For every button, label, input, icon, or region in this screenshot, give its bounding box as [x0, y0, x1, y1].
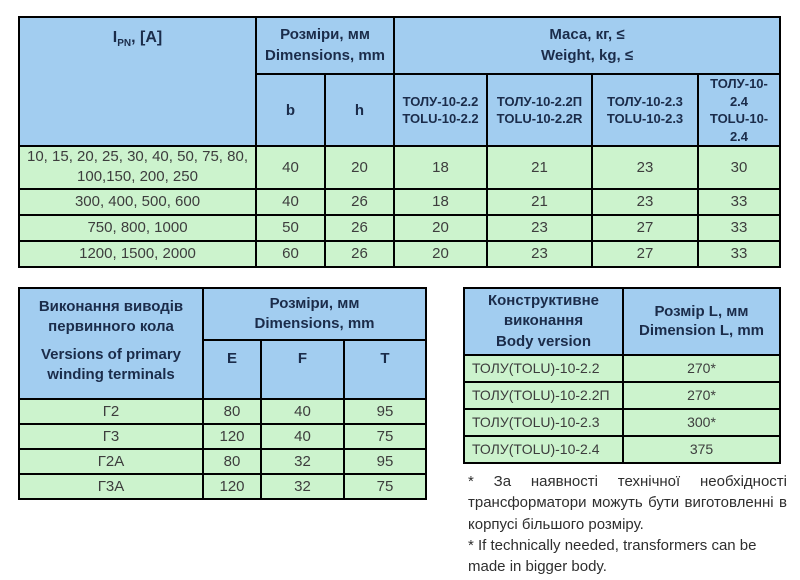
model-name-en: TOLU-10-2.3 — [606, 111, 684, 127]
ipn-unit: , [A] — [131, 29, 163, 46]
table-row — [19, 474, 426, 499]
terminal-version-label: Г2А — [19, 449, 203, 474]
terminal-versions-label-ua: Виконання виводів первинного кола — [38, 298, 184, 335]
mass-value: 33 — [698, 241, 780, 267]
f-value: 40 — [261, 424, 344, 449]
l-value: 300* — [623, 409, 780, 436]
e-value: 80 — [203, 399, 261, 424]
mass-value: 23 — [487, 241, 592, 267]
body-model: ТОЛУ(TOLU)-10-2.2П — [464, 382, 623, 409]
body-version-label-en: Body version — [495, 333, 592, 350]
mass-value: 21 — [487, 146, 592, 189]
f-value: 32 — [261, 474, 344, 499]
f-value: 40 — [261, 399, 344, 424]
dimensions-label-ua: Розміри, мм — [269, 294, 360, 312]
column-header-h: h — [325, 74, 394, 146]
mass-value: 18 — [394, 189, 487, 215]
body-version-header — [464, 288, 623, 355]
footnote-text-ua: * За наявності технічної необхідності трансформатори можуть бути виготовленні в корпусі більшого розміру. — [468, 473, 787, 533]
table-row — [19, 399, 426, 424]
table-row — [464, 436, 780, 463]
dimensions-group-header — [256, 17, 394, 74]
t-value: 75 — [344, 424, 426, 449]
terminal-version-label: Г3А — [19, 474, 203, 499]
e-value: 120 — [203, 424, 261, 449]
body-model: ТОЛУ(TOLU)-10-2.2 — [464, 355, 623, 382]
footnote-text-en: * If technically needed, transformers can be made in bigger body. — [468, 536, 757, 576]
ipn-values: 10, 15, 20, 25, 30, 40, 50, 75, 80, 100,150, 200, 250 — [19, 146, 256, 189]
terminal-versions-label-en: Versions of primary winding terminals — [40, 346, 182, 383]
h-value: 26 — [325, 241, 394, 267]
table-row — [19, 241, 780, 267]
body-model: ТОЛУ(TOLU)-10-2.4 — [464, 436, 623, 463]
b-value: 50 — [256, 215, 325, 241]
column-header-f: F — [261, 340, 344, 399]
t-value: 75 — [344, 474, 426, 499]
table-header-row — [19, 17, 780, 74]
model-header-2-3 — [592, 74, 698, 146]
body-versions-table — [463, 287, 781, 464]
ratings-weights-table — [18, 16, 781, 268]
table-row — [19, 215, 780, 241]
l-value: 270* — [623, 355, 780, 382]
terminal-versions-table — [18, 287, 427, 500]
ipn-values: 1200, 1500, 2000 — [19, 241, 256, 267]
mass-label-en: Weight, kg, ≤ — [540, 46, 634, 64]
l-value: 375 — [623, 436, 780, 463]
dimensions-label-ua: Розміри, мм — [280, 26, 370, 44]
h-value: 26 — [325, 215, 394, 241]
ipn-values: 300, 400, 500, 600 — [19, 189, 256, 215]
model-name-en: TOLU-10-2.2 — [402, 111, 479, 127]
dimension-l-header — [623, 288, 780, 355]
table-row — [19, 189, 780, 215]
mass-value: 23 — [592, 146, 698, 189]
t-value: 95 — [344, 399, 426, 424]
mass-value: 30 — [698, 146, 780, 189]
table-row — [464, 382, 780, 409]
body-model: ТОЛУ(TOLU)-10-2.3 — [464, 409, 623, 436]
model-header-2-2p — [487, 74, 592, 146]
model-name-en: TOLU-10-2.2R — [496, 111, 583, 127]
mass-label-ua: Маса, кг, ≤ — [549, 26, 625, 44]
table-row — [19, 424, 426, 449]
b-value: 60 — [256, 241, 325, 267]
mass-value: 18 — [394, 146, 487, 189]
b-value: 40 — [256, 146, 325, 189]
mass-value: 23 — [592, 189, 698, 215]
column-header-t: T — [344, 340, 426, 399]
mass-value: 33 — [698, 189, 780, 215]
ipn-values: 750, 800, 1000 — [19, 215, 256, 241]
model-header-2-2 — [394, 74, 487, 146]
dimension-l-label-en: Dimension L, mm — [638, 322, 765, 340]
table-header-row — [464, 288, 780, 355]
ipn-symbol: I — [112, 29, 118, 46]
mass-value: 20 — [394, 215, 487, 241]
model-name-ua: ТОЛУ-10-2.2П — [496, 93, 583, 109]
mass-value: 33 — [698, 215, 780, 241]
mass-value: 20 — [394, 241, 487, 267]
model-name-ua: ТОЛУ-10-2.4 — [710, 76, 768, 109]
b-value: 40 — [256, 189, 325, 215]
mass-value: 27 — [592, 215, 698, 241]
l-value: 270* — [623, 382, 780, 409]
h-value: 20 — [325, 146, 394, 189]
terminal-versions-header — [19, 288, 203, 399]
dimensions-label-en: Dimensions, mm — [264, 46, 386, 64]
table-row — [19, 146, 780, 189]
ipn-subscript: PN — [117, 38, 132, 50]
ipn-column-header — [19, 17, 256, 146]
table-header-row — [19, 288, 426, 340]
model-header-2-4 — [698, 74, 780, 146]
column-header-b: b — [256, 74, 325, 146]
dimensions-group-header — [203, 288, 426, 340]
model-name-en: TOLU-10-2.4 — [709, 111, 769, 144]
h-value: 26 — [325, 189, 394, 215]
table-row — [464, 409, 780, 436]
table-row — [464, 355, 780, 382]
footnote — [468, 471, 787, 577]
dimensions-label-en: Dimensions, mm — [254, 315, 375, 332]
mass-value: 23 — [487, 215, 592, 241]
table-row — [19, 449, 426, 474]
model-name-ua: ТОЛУ-10-2.2 — [402, 93, 479, 109]
terminal-version-label: Г2 — [19, 399, 203, 424]
model-name-ua: ТОЛУ-10-2.3 — [607, 93, 683, 109]
terminal-version-label: Г3 — [19, 424, 203, 449]
f-value: 32 — [261, 449, 344, 474]
column-header-e: E — [203, 340, 261, 399]
dimension-l-label-ua: Розмір L, мм — [654, 302, 749, 320]
mass-group-header — [394, 17, 780, 74]
mass-value: 27 — [592, 241, 698, 267]
body-version-label-ua: Конструктивне виконання — [487, 292, 600, 329]
t-value: 95 — [344, 449, 426, 474]
e-value: 120 — [203, 474, 261, 499]
e-value: 80 — [203, 449, 261, 474]
mass-value: 21 — [487, 189, 592, 215]
